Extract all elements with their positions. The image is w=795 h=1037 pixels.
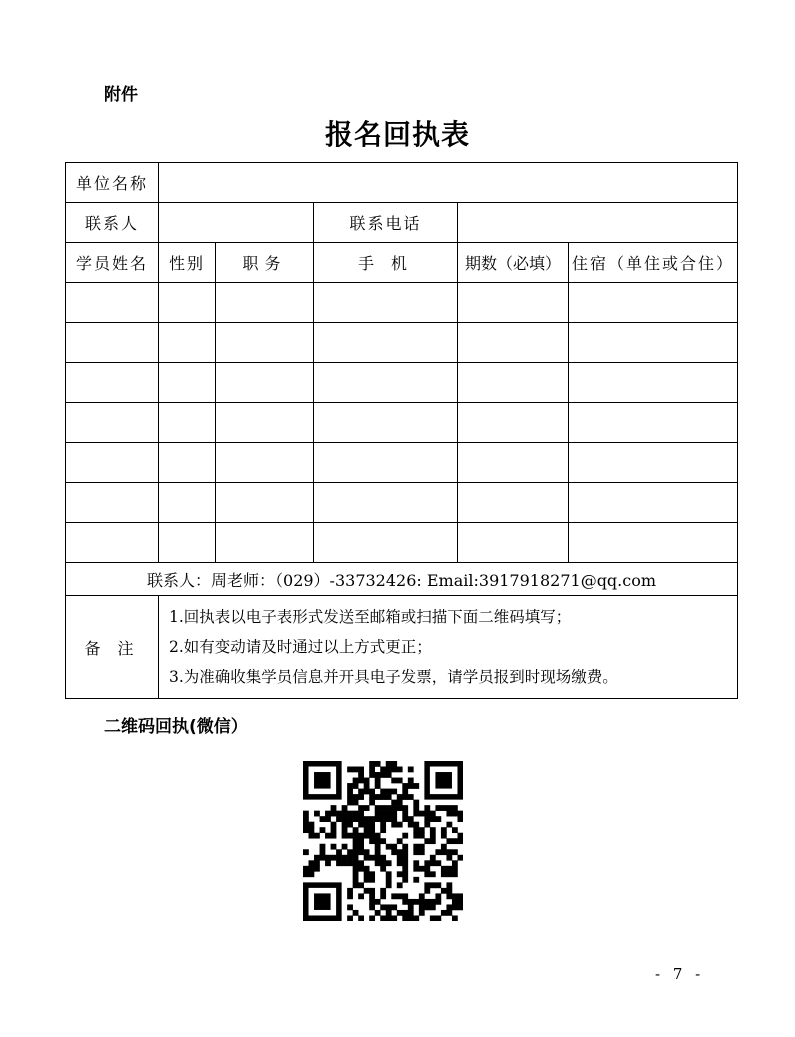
name-cell[interactable] <box>66 363 159 403</box>
accommodation-cell[interactable] <box>569 483 738 523</box>
session-cell[interactable] <box>458 483 569 523</box>
name-cell[interactable] <box>66 483 159 523</box>
session-cell[interactable] <box>458 443 569 483</box>
session-cell[interactable] <box>458 523 569 563</box>
session-cell[interactable] <box>458 323 569 363</box>
table-row <box>66 483 738 523</box>
position-cell[interactable] <box>216 363 314 403</box>
mobile-cell[interactable] <box>314 323 458 363</box>
col-header-accommodation: 住宿（单住或合住） <box>569 243 738 283</box>
col-header-mobile: 手 机 <box>314 243 458 283</box>
accommodation-cell[interactable] <box>569 523 738 563</box>
contact-phone-field[interactable] <box>458 203 738 243</box>
gender-cell[interactable] <box>159 363 216 403</box>
name-cell[interactable] <box>66 323 159 363</box>
registration-form-table <box>65 162 738 699</box>
session-cell[interactable] <box>458 283 569 323</box>
page-title: 报名回执表 <box>324 118 470 151</box>
table-row <box>66 523 738 563</box>
mobile-cell[interactable] <box>314 403 458 443</box>
gender-cell[interactable] <box>159 443 216 483</box>
unit-name-field[interactable] <box>159 163 738 203</box>
accommodation-cell[interactable] <box>569 443 738 483</box>
accommodation-cell[interactable] <box>569 283 738 323</box>
table-row <box>66 323 738 363</box>
table-row <box>66 283 738 323</box>
accommodation-cell[interactable] <box>569 403 738 443</box>
accommodation-cell[interactable] <box>569 363 738 403</box>
remark-item: 1.回执表以电子表形式发送至邮箱或扫描下面二维码填写； <box>169 608 572 626</box>
attachment-label: 附件 <box>104 85 138 105</box>
session-cell[interactable] <box>458 363 569 403</box>
remarks-content <box>159 596 738 699</box>
name-cell[interactable] <box>66 403 159 443</box>
position-cell[interactable] <box>216 443 314 483</box>
mobile-cell[interactable] <box>314 363 458 403</box>
table-row <box>66 363 738 403</box>
unit-name-label: 单位名称 <box>66 163 159 203</box>
col-header-gender: 性别 <box>159 243 216 283</box>
mobile-cell[interactable] <box>314 283 458 323</box>
col-header-name: 学员姓名 <box>66 243 159 283</box>
session-cell[interactable] <box>458 403 569 443</box>
remark-item: 3.为准确收集学员信息并开具电子发票，请学员报到时现场缴费。 <box>169 668 618 686</box>
gender-cell[interactable] <box>159 483 216 523</box>
page-number: - 7 - <box>655 965 705 983</box>
accommodation-cell[interactable] <box>569 323 738 363</box>
contact-label: 联系人 <box>66 203 159 243</box>
mobile-cell[interactable] <box>314 443 458 483</box>
table-row <box>66 443 738 483</box>
position-cell[interactable] <box>216 523 314 563</box>
contact-field[interactable] <box>159 203 314 243</box>
mobile-cell[interactable] <box>314 523 458 563</box>
gender-cell[interactable] <box>159 323 216 363</box>
header-row <box>66 243 738 283</box>
wechat-qr-code[interactable] <box>303 761 463 921</box>
position-cell[interactable] <box>216 403 314 443</box>
mobile-cell[interactable] <box>314 483 458 523</box>
position-cell[interactable] <box>216 323 314 363</box>
gender-cell[interactable] <box>159 283 216 323</box>
qr-section-title: 二维码回执(微信） <box>104 717 248 737</box>
remark-item: 2.如有变动请及时通过以上方式更正； <box>169 638 432 656</box>
contact-phone-label: 联系电话 <box>314 203 458 243</box>
name-cell[interactable] <box>66 283 159 323</box>
table-row <box>66 403 738 443</box>
gender-cell[interactable] <box>159 403 216 443</box>
col-header-position: 职务 <box>216 243 314 283</box>
position-cell[interactable] <box>216 283 314 323</box>
name-cell[interactable] <box>66 523 159 563</box>
contact-info: 联系人：周老师：（029）-33732426: Email:3917918271@qq.com <box>66 563 738 596</box>
remarks-row <box>66 596 738 699</box>
name-cell[interactable] <box>66 443 159 483</box>
contact-row <box>66 203 738 243</box>
col-header-session: 期数（必填） <box>458 243 569 283</box>
gender-cell[interactable] <box>159 523 216 563</box>
contact-info-row <box>66 563 738 596</box>
position-cell[interactable] <box>216 483 314 523</box>
unit-name-row <box>66 163 738 203</box>
remarks-label: 备 注 <box>66 596 159 699</box>
